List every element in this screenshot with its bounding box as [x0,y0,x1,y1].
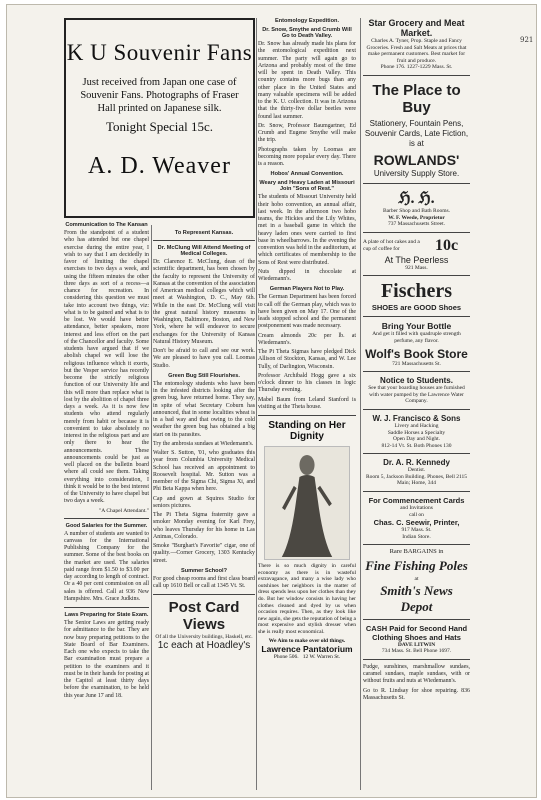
ad-headline: Standing on Her Dignity [268,420,346,442]
ad-headline: Fine Fishing Poles [365,558,468,574]
pantatorium-ad [258,420,356,661]
column-rule [256,18,257,790]
ad-body: There is so much dignity in careful economy as there is in wasteful extravagance, and many a wise lady who outshines her neighbors in the matter of dress spends less upon her clothes than they do. But her window consists in having her clothes cleaned and dyed by us when occasion requires. Then, as they look like new again, she gets the reputation of being a most expensive and stylish dresser when she is really most economical. [258,563,356,635]
article-text: Try the ambrosia sundaes at Wiedemann's. [153,440,254,447]
article-text: Smoke "Burghart's Favorite" cigar, one of quality.—Corner Grocery, 1303 Kentucky street. [153,543,255,564]
ad-text: Open Day and Night. [392,436,441,443]
article-text: Dr. Snow, Professor Baumgartner, Ed Crumb and Eugene Smythe will make the trip. [258,122,356,144]
ad-price: 10c [435,236,459,254]
column-4 [363,18,470,704]
ad-text: Room 5, Jackson Building. Phones, Bell 2115 Main; Home, 344 [365,473,468,487]
divider [153,594,255,595]
page-number: 921 [520,36,534,44]
ad-text: Phone 176. 1227-1229 Mass. St. [380,64,453,71]
article-text: Nuts dipped in chocolate at Wiedemann's. [258,268,356,282]
ad-text: 917 Mass. St. [401,527,432,534]
article-text: The entomology students who have been in the infested districts looking after the green bug, have returned home. They say, in spite of what Secretary Coburn has announced, that in some localities wheat is in a bad way and that owing to the cold weather the green bug has obtained a big start on its parasites. [153,380,255,438]
article-text: For good cheap rooms and first class board call up 1610 Bell or call at 1345 Vt. St. [153,575,255,589]
ad-logo: ℌ. ℌ. [398,189,435,207]
ad-merchant: ROWLANDS' [373,151,460,168]
ad-body: Just received from Japan one case of Souvenir Fans. Photographs of Fraser Hall printed on Japanese silk. [80,77,239,114]
ad-text: 721 Massachusetts St. [392,360,441,367]
divider [363,316,470,317]
article-text: From the standpoint of a student who has attended but one chapel exercise during the entire year, I wish to say that I am decidedly in favor of limiting the chapel exercises to two days a week, and using the fifteen minutes the other three days as sort of a recess—a chance for recreation. In considering this question we must take into account two things, viz: what is to be gained and what is to be lost. We would have better attendance, better speakers, more interest and less effort on the part of the Chancellor and faculty. Some students have argued that if we abolish chapel we will lose the religious influence which it exerts, but the Vesper service has recently become the strictly religious function of our University life and this will more than replace what is lost by the abolition of chapel three days a week. As it is now few students who attend regularly merely from habit or because it is convenient to take absolutely no interest in the religious part and are only there to hear the announcements. These announcements could be just as well placed on the bulletin board where all could see them. Taking everything into consideration, I think it would be to the best interest of the University to have chapel but two days a week. [64,230,149,505]
ad-text: At The Peerless [384,254,449,265]
ad-text: Saddle Horses a Specialty [387,429,446,436]
ad-text: 921 Mass. [405,264,428,271]
ad-headline: Notice to Students. [380,376,453,386]
ad-note: We Aim to make over old things. [268,637,346,644]
ad-text: 812-14 Vt. St. Both Phones 130 [381,442,452,449]
column-1 [64,222,149,702]
ad-headline: The Place to Buy [372,81,461,116]
ad-text: Barber Shop and Bath Rooms. [382,207,451,214]
article-headline: Green Bug Still Flourishes. [168,372,240,379]
postcard-ad-text: Of all the University buildings, Haskell, etc. [155,634,253,641]
ad-merchant: W. J. Francisco & Sons [372,413,461,423]
ad-text: University Supply Store. [373,168,460,178]
divider [363,453,470,454]
ad-text: Dentist. [407,467,426,474]
article-signature: "A Chapel Attendant." [98,507,149,514]
article-headline: To Represent Kansas. [174,230,234,236]
article-headline: Hobos' Annual Convention. [270,171,344,178]
article-headline: Summer School? [180,567,227,574]
ad-address: 12 W. Warren St. [302,654,341,661]
ad-title: K U Souvenir Fans [66,40,253,65]
ad-text: call on [409,511,424,518]
article-text: Photographs taken by Loomas are becoming more popular every day. There is a reason. [258,146,356,167]
ad-merchant: Fischers [380,280,453,303]
article-text: Professor Archibald Hogg gave a six o'clock dinner to his classes in logic Thursday evening. [258,372,356,394]
ad-text: Livery and Hacking [394,422,439,429]
ad-text: Rare BARGAINS in [389,548,444,556]
column-rule [360,18,361,790]
divider [363,659,470,660]
article-text: The German Department has been forced to call off the German play, which was to have been given on May 17. One of the leads stopped school and the permanent postponement was made necessary. [258,294,356,330]
ad-text: Charles A. Tyner, Prop. Staple and Fancy Groceries. Fresh and Salt Meats at prices that make permanent customers. Best market for fruit and produce. [366,38,467,64]
divider [363,544,470,545]
article-text: Mabel Baum from Leland Stanford is visiting at the Theta house. [258,396,356,410]
article-text: A number of students are wanted to canvass for the International Publishing Company for the summer. Some of the best books on the market are used. The salaries paid range from $1.50 to $3.00 per day according to length of contract. Or a 40 per cent commission on all sales is offered. Call at 936 New Hampshire. Mrs. Grace Judkins. [64,530,149,602]
column-3 [258,18,356,661]
peerless-ad [363,237,470,255]
ad-text: SHOES are GOOD Shoes [371,303,462,313]
article-text: Go to R. Lindsay for shoe repairing. 836 Massachusetts St. [363,687,470,701]
souvenir-fans-ad [64,18,255,218]
ad-phone: Phone 506. [273,654,299,661]
ad-contact [258,654,356,661]
article-text: Don't be afraid to call and see our work. We are pleased to have you call. Loomas Studio. [153,348,255,369]
ad-text: See that your boarding houses are furnished with water pumped by the Lawrence Water Company. [368,385,465,405]
divider [363,409,470,410]
divider [363,232,470,233]
ad-text: Stationery, Fountain Pens, Souvenir Cards, Late Fiction, is at [364,118,469,148]
ad-text: 737 Massachusetts Street. [388,221,445,228]
article-text: Cap and gown at Squires Studio for seniors pictures. [153,495,255,509]
ad-merchant: Wolf's Book Store [365,346,468,361]
article-text: Dr. Clarence E. McClung, dean of the scientific department, has been chosen by the faculty to represent the University of Kansas at the convention of the association of American medical colleges which will meet at Washington, D. C., May 6th. While in the east Dr. McClung will visit the great natural history museums in Washington, Baltimore, Boston, and New York, where he will endeavor to secure exchanges for the University of Kansas Natural History Museum. [153,259,255,345]
postcard-ad-price: 1c each at Hoadley's [157,639,251,651]
ad-text: A plate of hot cakes and a cup of coffee for [363,239,420,252]
divider [363,619,470,620]
article-text: Cream almonds 20c per lb. at Wiedemann's. [258,332,356,346]
divider [363,183,470,184]
ad-headline: For Commencement Cards [368,496,465,506]
ad-merchant: Dr. A. R. Kennedy [383,458,450,468]
woman-illustration [264,446,350,560]
article-text: The Pi Theta Sigma fraternity gave a smoker Monday evening for Karl Frey, who leaves Thursday for his home in Las Animas, Colorado. [153,512,255,540]
article-text: The Senior Laws are getting ready for admittance to the bar. They are now busy preparing petitions to the State Board of Bar Examiners. Each one who expects to take the Bar examination must prepare a petition to the examiners and it must be in their hands for posting at the Capitol at least thirty days before the examination, to be held this year June 17 and 18. [64,620,149,699]
article-headline: Communication to The Kansan [65,222,148,228]
divider [363,491,470,492]
ad-headline: Star Grocery and Meat Market. [368,18,465,38]
divider [363,275,470,276]
divider [258,415,356,416]
article-headline: Entomology Expedition. [274,18,340,24]
article-headline: Dr. McClung Will Attend Meeting of Medical Colleges. [157,245,251,257]
ad-text: Indian Store. [402,533,431,540]
article-text: The students of Missouri University held their hobo convention, an annual affair, last week. In the afternoon two hobo teams, the Hickies and the Lily Whites, met in a baseball game in which the heavy laden ones were carried to first base in wheelbarrows. In the evening the convention was held in the auditorium, at which certificates of membership to the Sons of Rest were distributed. [258,194,356,266]
ad-text: at [414,576,419,583]
article-headline: Laws Preparing for State Exam. [64,612,149,618]
article-subheadline: Dr. Snow, Smythe and Crumb Will Go to Death Valley. [262,27,352,39]
ad-name: Lawrence Pantatorium [261,644,353,655]
divider [363,75,470,76]
postcard-ad-title: Post Card Views [168,599,240,634]
column-2 [153,230,255,651]
article-text: Fudge, sunshines, marshmallow sundaes, caramel sundaes, maple sundaes, with or without fruits and nuts at Wiedemann's. [363,663,470,685]
divider [153,240,255,241]
article-text: Walter S. Sutton, '01, who graduates this year from Columbia University Medical School has received an appointment to Roosevelt hospital. Mr. Sutton was a member of the Sigma Chi, Sigma Xi, and Phi Beta Kappa when here. [153,450,255,493]
ad-text: 734 Mass. St. Bell Phone 1697. [381,648,452,655]
column-rule [151,225,152,790]
ad-merchant: DAVE LITWIN [397,641,436,648]
ad-merchant: Smith's News Depot [380,582,453,614]
ad-headline: Bring Your Bottle [381,321,452,332]
article-text: Dr. Snow has already made his plans for the entomological expedition next summer. The party will again go to Arizona and probably most of the time will be spent in Death Valley. This country contains more bugs than any other place in the United States and many valuable specimens will be added to the K. U. collection. It was in Arizona that the thirty-five dollar beetles were found last summer. [258,41,356,120]
article-text: The Pi Theta Sigmas have pledged Dick Allison of Stockton, Kansas, and W. Lee Tully, of Darlington, Wisconsin. [258,349,356,370]
ad-special: Tonight Special 15c. [105,119,214,134]
divider [64,607,149,608]
ad-text: and Invitations [400,505,433,512]
ad-merchant: A. D. Weaver [88,153,231,179]
article-headline: Good Salaries for the Summer. [65,522,148,529]
ad-text: W. F. Weede, Proprietor [388,214,445,221]
article-headline: German Players Not to Play. [269,286,345,293]
article-subheadline: Weary and Heavy Laden at Missouri Join "Sons of Rest." [259,180,355,193]
ad-headline: CASH Paid for Second Hand Clothing Shoes and Hats [365,623,468,642]
divider [64,518,149,519]
ad-merchant: Chas. C. Seewir, Printer, [373,518,460,528]
ad-text: And get it filled with quadruple strength perfume, any flavor. [372,331,461,344]
divider [363,371,470,372]
